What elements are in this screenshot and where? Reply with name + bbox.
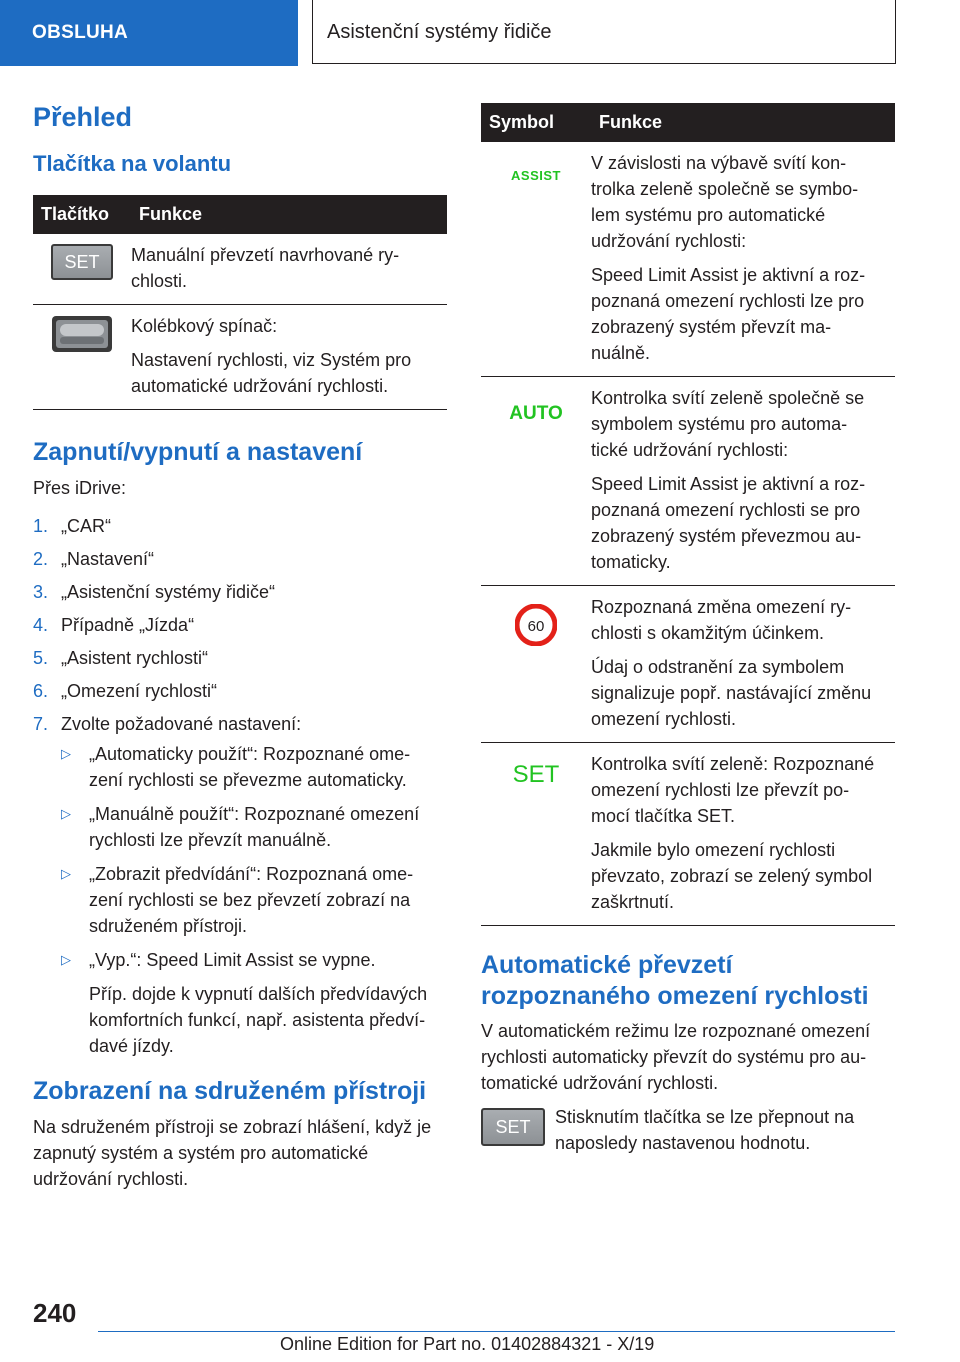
list-item: 2. „Nastavení“: [33, 549, 155, 569]
set-button-icon: SET: [51, 244, 113, 280]
steps-list: [33, 513, 447, 1059]
auto-indicator-icon: AUTO: [509, 403, 563, 424]
row-text: Kolébkový spínač:: [131, 316, 278, 336]
footer-divider: [98, 1331, 895, 1332]
list-item: 3. „Asistenční systémy řidiče“: [33, 582, 276, 602]
option-item: ▷ „Manuálně použít“: Rozpoznané omezení rychlosti lze převzít manuálně.: [61, 801, 447, 853]
speed-limit-sign-icon: [515, 604, 557, 646]
triangle-bullet-icon: ▷: [61, 866, 71, 881]
row-text: Manuální převzetí navrhované ry-: [131, 245, 400, 265]
table-row: [33, 305, 447, 410]
page-number: 240: [33, 1298, 77, 1328]
page-header: [0, 0, 960, 66]
table-row: [33, 234, 447, 305]
column-header: Tlačítko: [41, 204, 110, 224]
triangle-bullet-icon: ▷: [61, 746, 71, 761]
rocker-switch-icon: [51, 315, 113, 353]
list-item: 1. „CAR“: [33, 516, 111, 536]
section-heading: Zapnutí/vypnutí a nastavení: [33, 438, 363, 466]
triangle-bullet-icon: ▷: [61, 806, 71, 821]
section-body: V automatickém režimu lze rozpoznané omezení rychlosti automaticky převzít do systému pro au- tomatické udržování rychlosti.: [481, 1021, 871, 1093]
option-item: ▷ „Vyp.“: Speed Limit Assist se vypne. Příp. dojde k vypnutí dalších předvídavých komfortních funkcí, např. asistenta předví- davé jízdy.: [61, 947, 447, 1059]
table-row: AUTO Kontrolka svítí zeleně společně se symbolem systému pro automa- tické udržování rychlosti: Speed Limit Assist je aktivní a roz- poznaná omezení rychlosti se pro zobrazený systém převezmou au- tomaticky.: [481, 377, 895, 586]
row-text: automatické udržování rychlosti.: [131, 376, 389, 396]
svg-text:60: 60: [527, 618, 545, 635]
section-heading: Zobrazení na sdruženém přístroji: [33, 1077, 427, 1105]
row-text: chlosti.: [131, 271, 188, 291]
list-item: 4. Případně „Jízda“: [33, 615, 195, 635]
column-header: Funkce: [139, 204, 203, 224]
page-title: Přehled: [33, 102, 133, 132]
options-list: [61, 741, 447, 1059]
symbols-table: [481, 103, 895, 926]
set-indicator-icon: SET: [512, 761, 560, 788]
button-description: SET Stisknutím tlačítka se lze přepnout na naposledy nastavenou hodnotu.: [481, 1104, 895, 1156]
subtitle: Tlačítka na volantu: [33, 151, 232, 176]
list-item: 7. Zvolte požadované nastavení: ▷ „Automaticky použít“: Rozpoznané ome- zení rychlosti se převezme automaticky. ▷ „Manuálně použít“: Rozpoznané omezení rychlosti lze převzít manuálně. ▷ „Zobrazit předvídání“: Rozpoznaná ome- zení rychlosti se bez převzetí zobrazí na sdruženém přístroji. ▷ „Vyp.“: Speed Limit Assist se vypne. Příp. dojde k vypnutí dalších předvídavých komfortních funkcí, např. asistenta předví- davé jízdy.: [33, 711, 447, 1059]
table-row: ASSIST V závislosti na výbavě svítí kon- trolka zeleně společně se symbo- lem systému pro automatické udržování rychlosti: Speed Limit Assist je aktivní a roz- poznaná omezení rychlosti lze pro zobrazený systém převzít ma- nuálně.: [481, 142, 895, 377]
row-text: Nastavení rychlosti, viz Systém pro: [131, 350, 412, 370]
chapter-title: Asistenční systémy řidiče: [312, 0, 896, 64]
section-heading: Automatické převzetí rozpoznaného omezení rychlosti: [481, 951, 869, 1010]
list-item: 6. „Omezení rychlosti“: [33, 681, 218, 701]
option-item: ▷ „Zobrazit předvídání“: Rozpoznaná ome- zení rychlosti se bez převzetí zobrazí na sdruženém přístroji.: [61, 861, 447, 939]
triangle-bullet-icon: ▷: [61, 952, 71, 967]
edition-text: Online Edition for Part no. 01402884321 - X/19: [280, 1334, 655, 1354]
list-item: 5. „Asistent rychlosti“: [33, 648, 209, 668]
assist-indicator-icon: ASSIST: [511, 168, 561, 183]
table-header: [33, 195, 447, 234]
column-header: Symbol: [489, 112, 555, 132]
table-row: 60 Rozpoznaná změna omezení ry- chlosti s okamžitým účinkem. Údaj o odstranění za symbolem signalizuje popř. nastávající změnu omezení rychlosti.: [481, 586, 895, 743]
body-line: udržování rychlosti.: [33, 1169, 189, 1189]
section-label: OBSLUHA: [0, 0, 298, 66]
table-row: SET Kontrolka svítí zeleně: Rozpoznané omezení rychlosti lze převzít po- mocí tlačítka SET. Jakmile bylo omezení rychlosti převzato, zobrazí se zelený symbol zaškrtnutí.: [481, 743, 895, 926]
table-header: [481, 103, 895, 142]
option-item: ▷ „Automaticky použít“: Rozpoznané ome- zení rychlosti se převezme automaticky.: [61, 741, 447, 793]
body-line: Na sdruženém přístroji se zobrazí hlášení, když je: [33, 1117, 432, 1137]
right-column: [481, 103, 895, 1156]
body-line: zapnutý systém a systém pro automatické: [33, 1143, 369, 1163]
buttons-table: [33, 195, 447, 410]
column-header: Funkce: [599, 112, 663, 132]
intro-text: Přes iDrive:: [33, 478, 127, 498]
set-button-icon: SET: [481, 1108, 545, 1146]
left-column: [33, 100, 447, 1192]
